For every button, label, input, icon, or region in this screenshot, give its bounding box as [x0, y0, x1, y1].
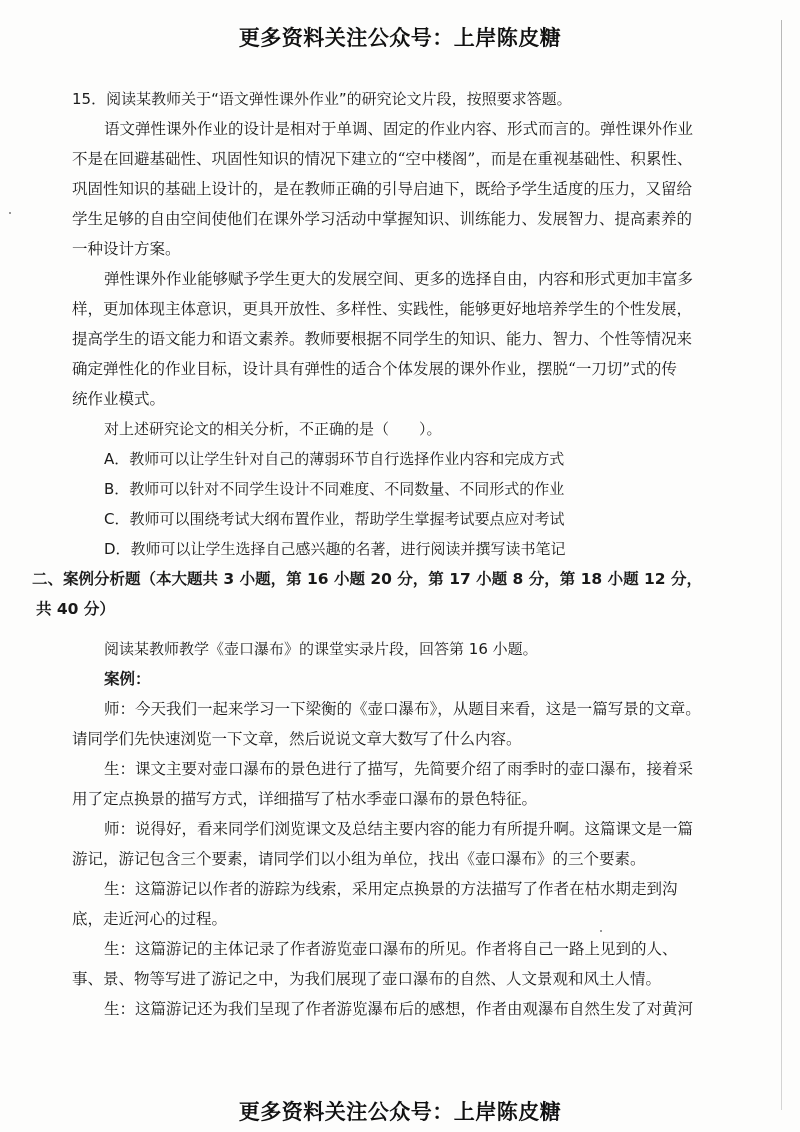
transcript-line: 游记，游记包含三个要素，请同学们以小组为单位，找出《壶口瀑布》的三个要素。	[72, 850, 646, 868]
paragraph-line: 巩固性知识的基础上设计的，是在教师正确的引导启迪下，既给予学生适度的压力，又留给	[72, 180, 693, 198]
question-15-options	[72, 444, 732, 564]
section-2-heading: 二、案例分析题（本大题共 3 小题，第 16 小题 20 分，第 17 小题 8 分，第 18 小题 12 分，	[32, 570, 702, 588]
transcript-line: 师：今天我们一起来学习一下梁衡的《壶口瀑布》，从题目来看，这是一篇写景的文章。	[104, 700, 701, 718]
footer-banner: 更多资料关注公众号：上岸陈皮糖	[238, 1100, 562, 1124]
option-c: C．教师可以围绕考试大纲布置作业，帮助学生掌握考试要点应对考试	[104, 510, 565, 528]
question-15-paragraph-2	[72, 264, 732, 414]
question-15-paragraph-1	[72, 114, 732, 264]
case-intro: 阅读某教师教学《壶口瀑布》的课堂实录片段，回答第 16 小题。	[104, 640, 538, 658]
transcript-line: 请同学们先快速浏览一下文章，然后说说文章大数写了什么内容。	[72, 730, 522, 748]
option-a: A．教师可以让学生针对自己的薄弱环节自行选择作业内容和完成方式	[104, 450, 565, 468]
section-2-heading-cont: 共 40 分）	[36, 600, 115, 618]
paragraph-line: 一种设计方案。	[72, 240, 181, 258]
option-d: D．教师可以让学生选择自己感兴趣的名著，进行阅读并撰写读书笔记	[104, 540, 566, 558]
transcript-line: 用了定点换景的描写方式，详细描写了枯水季壶口瀑布的景色特征。	[72, 790, 538, 808]
paragraph-line: 提高学生的语文能力和语文素养。教师要根据不同学生的知识、能力、智力、个性等情况来	[72, 330, 693, 348]
transcript-line: 生：这篇游记以作者的游踪为线索，采用定点换景的方法描写了作者在枯水期走到沟	[104, 880, 678, 898]
case-label: 案例：	[104, 670, 151, 688]
paragraph-line: 样，更加体现主体意识，更具开放性、多样性、实践性，能够更好地培养学生的个性发展，	[72, 300, 693, 318]
paragraph-line: 不是在回避基础性、巩固性知识的情况下建立的“空中楼阁”，而是在重视基础性、积累性、	[72, 150, 693, 168]
question-15-title: 15．阅读某教师关于“语文弹性课外作业”的研究论文片段，按照要求答题。	[72, 90, 572, 108]
case-transcript	[72, 694, 732, 1024]
document-body	[32, 84, 732, 1024]
transcript-line: 底，走近河心的过程。	[72, 910, 228, 928]
option-b: B．教师可以针对不同学生设计不同难度、不同数量、不同形式的作业	[104, 480, 565, 498]
paragraph-line: 语文弹性课外作业的设计是相对于单调、固定的作业内容、形式而言的。弹性课外作业	[104, 120, 694, 138]
paragraph-line: 学生足够的自由空间使他们在课外学习活动中掌握知识、训练能力、发展智力、提高素养的	[72, 210, 693, 228]
transcript-line: 生：课文主要对壶口瀑布的景色进行了描写，先简要介绍了雨季时的壶口瀑布，接着采	[104, 760, 694, 778]
transcript-line: 师：说得好，看来同学们浏览课文及总结主要内容的能力有所提升啊。这篇课文是一篇	[104, 820, 694, 838]
scan-speck	[9, 212, 11, 214]
transcript-line: 事、景、物等写进了游记之中，为我们展现了壶口瀑布的自然、人文景观和风土人情。	[72, 970, 662, 988]
transcript-line: 生：这篇游记还为我们呈现了作者游览瀑布后的感想，作者由观瀑布自然生发了对黄河	[104, 1000, 694, 1018]
paragraph-line: 统作业模式。	[72, 390, 166, 408]
paragraph-line: 确定弹性化的作业目标，设计具有弹性的适合个体发展的课外作业，摆脱“一刀切”式的传	[72, 360, 677, 378]
scan-edge-line	[781, 20, 782, 1110]
paragraph-line: 弹性课外作业能够赋予学生更大的发展空间、更多的选择自由，内容和形式更加丰富多	[104, 270, 694, 288]
question-15-prompt: 对上述研究论文的相关分析，不正确的是（ ）。	[104, 420, 442, 438]
transcript-line: 生：这篇游记的主体记录了作者游览壶口瀑布的所见。作者将自己一路上见到的人、	[104, 940, 678, 958]
header-banner: 更多资料关注公众号：上岸陈皮糖	[238, 26, 562, 50]
